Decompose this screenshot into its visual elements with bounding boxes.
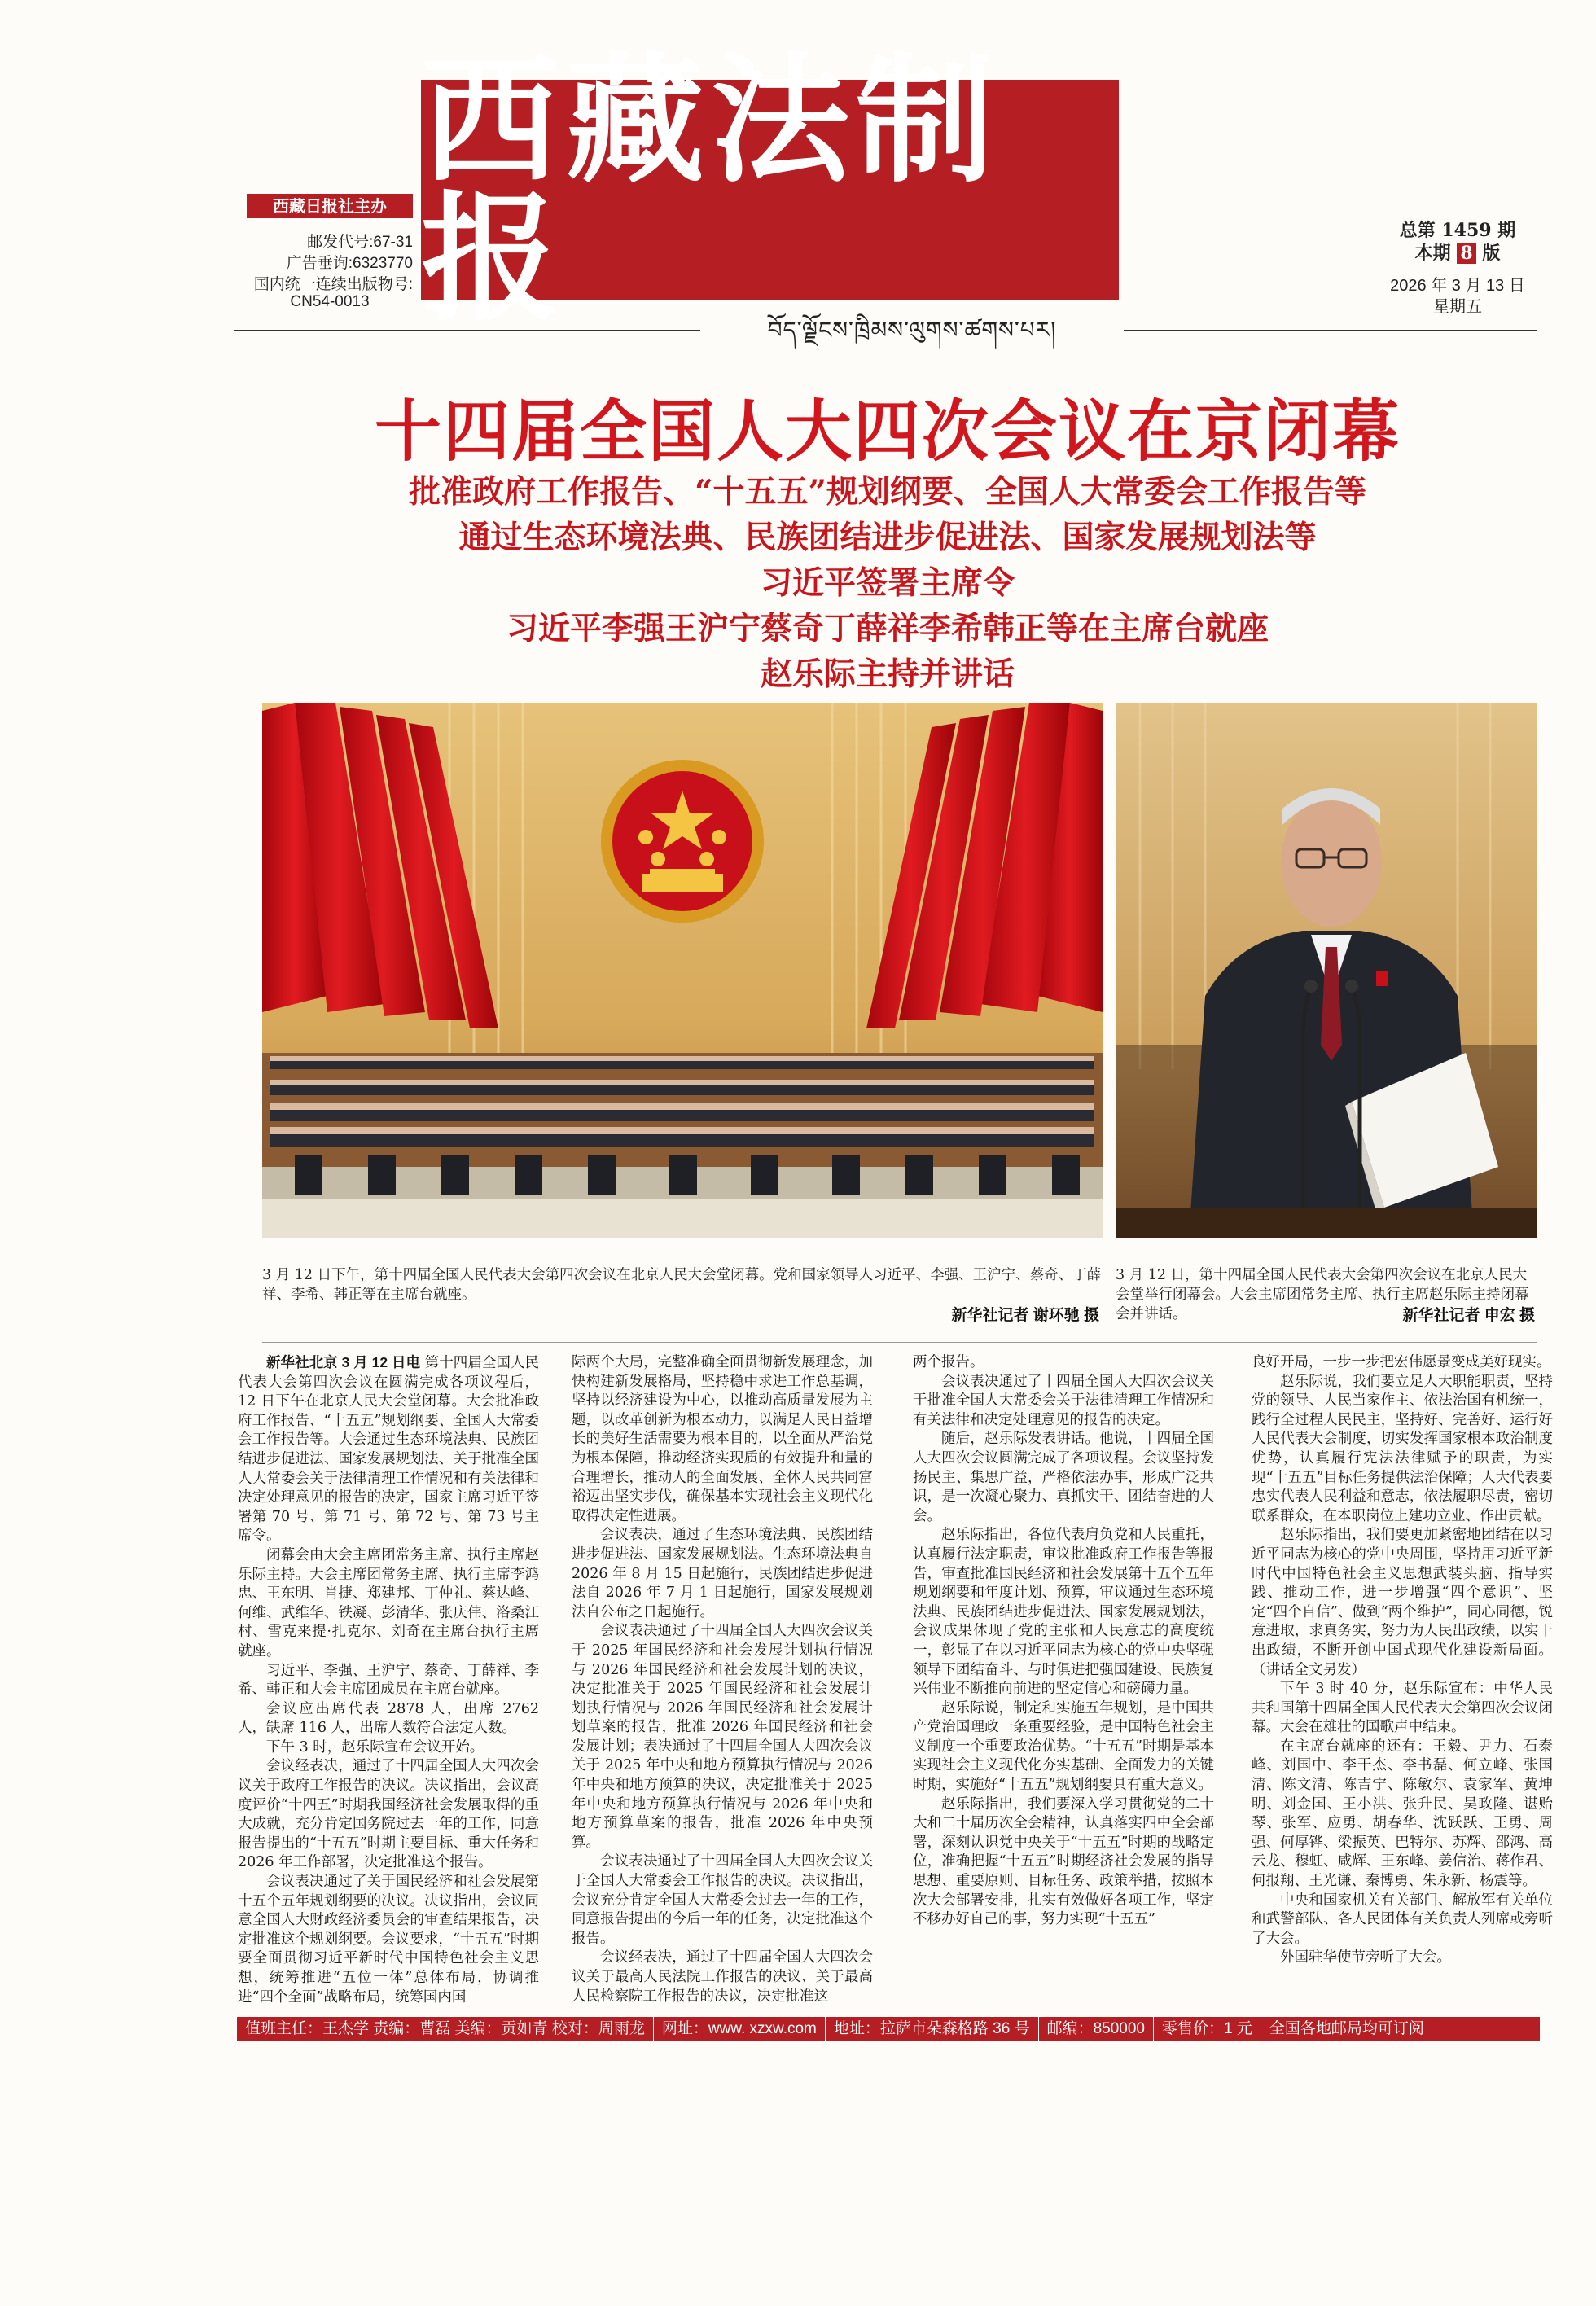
subhead-5: 赵乐际主持并讲话 <box>760 655 1015 693</box>
article-paragraph <box>913 1699 1214 1795</box>
article-rule <box>262 1342 1537 1343</box>
main-headline: 十四届全国人大四次会议在京闭幕 <box>374 393 1401 471</box>
paragraph-text: 会议经表决，通过了十四届全国人大四次会议关于最高人民法院工作报告的决议、关于最高人民检察院工作报告的决议，决定批准这 <box>572 1949 873 2005</box>
postal-code: 邮发代号:67-31 <box>307 234 413 251</box>
article-column-1 <box>238 1353 539 2306</box>
footer-subscribe: 全国各地邮局均可订阅 <box>1269 2020 1424 2037</box>
footer-editors: 值班主任：王杰学 责编：曹磊 美编：贡如青 校对：周雨龙 <box>237 2017 654 2041</box>
photo2-caption: 3 月 12 日，第十四届全国人民代表大会第四次会议在北京人民大会堂举行闭幕会。大会主席团常务主席、执行主席赵乐际主持闭幕会并讲话。 <box>1116 1267 1529 1322</box>
cn-number: CN54-0013 <box>290 293 370 310</box>
paragraph-text: 会议表决通过了关于国民经济和社会发展第十五个五年规划纲要的决议。决议指出，会议同意全国人大财政经济委员会的审查结果报告，决定批准这个规划纲要。会议要求，“十五五”时期要全面贯彻习近平新时代中国特色社会主义思想，统筹推进“五位一体”总体布局，协调推进“四个全面”战略布局，统筹国内国 <box>238 1874 539 2006</box>
article-paragraph <box>1252 1526 1553 1680</box>
photo2-credit: 新华社记者 申宏 摄 <box>1402 1307 1535 1324</box>
article-column-2 <box>572 1353 873 2306</box>
paragraph-text: 赵乐际说，我们要立足人大职能职责，坚持党的领导、人民当家作主、依法治国有机统一，践行全过程人民民主，坚持好、完善好、运行好人民代表大会制度，切实发挥国家根本政治制度优势，认真履行宪法法律赋予的职责，为实现“十五五”目标任务提供法治保障；人大代表要忠实代表人民利益和意志，依法履职尽责，密切联系群众，在本职岗位上建功立业、作出贡献。 <box>1252 1373 1553 1524</box>
subhead-1: 批准政府工作报告、“十五五”规划纲要、全国人大常委会工作报告等 <box>409 473 1366 511</box>
article-paragraph <box>238 1546 539 1662</box>
article-paragraph <box>1252 1353 1553 1373</box>
article-paragraph <box>913 1353 1214 1373</box>
cn-number-label: 国内统一连续出版物号: <box>253 276 413 293</box>
paragraph-text: 会议表决通过了十四届全国人大四次会议关于全国人大常委会工作报告的决议。决议指出，会议充分肯定全国人大常委会过去一年的工作，同意报告提出的今后一年的任务，决定批准这个报告。 <box>572 1853 873 1947</box>
article-paragraph <box>1252 1892 1553 1949</box>
paragraph-text: 赵乐际说，制定和实施五年规划，是中国共产党治国理政一条重要经验，是中国特色社会主义制度一个重要政治优势。“十五五”时期是基本实现社会主义现代化夯实基础、全面发力的关键时期，实施好“十五五”规划纲要具有重大意义。 <box>913 1699 1214 1794</box>
paragraph-text: 会议应出席代表 2878 人，出席 2762 人，缺席 116 人，出席人数符合法定人数。 <box>238 1700 539 1737</box>
article-paragraph <box>238 1353 539 1546</box>
photo-great-hall <box>262 703 1103 1238</box>
footer-price: 零售价：1 元 <box>1154 2017 1261 2041</box>
paragraph-text: 赵乐际指出，我们要深入学习贯彻党的二十大和二十届历次全会精神，认真落实四中全会部署，深刻认识党中央关于“十五五”时期的战略定位，准确把握“十五五”时期经济社会发展的指导思想、重要原则、目标任务、政策举措，按照本次大会部署安排，扎实有效做好各项工作，坚定不移办好自己的事，努力实现“十五五” <box>913 1795 1214 1928</box>
issue-weekday: 星期五 <box>1433 296 1482 316</box>
footer-postcode: 邮编：850000 <box>1039 2017 1154 2041</box>
article-paragraph <box>1252 1738 1553 1892</box>
paragraph-text: 会议表决通过了十四届全国人大四次会议关于 2025 年国民经济和社会发展计划执行情况与 2026 年国民经济和社会发展计划的决议，决定批准关于 2025 年国民经济和社会发展计划执行情况与 2026 年国民经济和社会发展计划草案的报告，批准 2026 年国民经济和社会发展计划；表决通过了十四届全国人大四次会议关于 2025 年中央和地方预算执行情况与 2026 年中央和地方预算的决议，决定批准关于 2025 年中央和地方预算执行情况与 2026 年中央和地方预算草案的报告，批准 2026 年中央预算。 <box>572 1623 873 1851</box>
page-count <box>1384 239 1531 265</box>
article-paragraph <box>1252 1949 1553 1968</box>
paragraph-text: 第十四届全国人民代表大会第四次会议在圆满完成各项议程后，12 日下午在北京人民大会堂闭幕。大会批准政府工作报告、“十五五”规划纲要、全国人大常委会工作报告等。大会通过生态环境法典、民族团结进步促进法、国家发展规划法、关于批准全国人大常委会关于法律清理工作情况和有关法律和决定处理意见的报告的决定，国家主席习近平签署第 70 号、第 71 号、第 72 号、第 73 号主席令。 <box>238 1355 539 1545</box>
paragraph-text: 下午 3 时 40 分，赵乐际宣布：中华人民共和国第十四届全国人民代表大会第四次会议闭幕。大会在雄壮的国歌声中结束。 <box>1252 1681 1553 1736</box>
issue-date: 2026 年 3 月 13 日 <box>1390 277 1525 295</box>
total-issue: 总第 1459 期 <box>1399 220 1516 241</box>
article-paragraph <box>238 1757 539 1873</box>
article-paragraph <box>238 1662 539 1700</box>
article-paragraph <box>913 1373 1214 1431</box>
article-paragraph <box>1252 1373 1553 1527</box>
footer-bar <box>237 2017 1540 2041</box>
paragraph-text: 际两个大局，完整准确全面贯彻新发展理念，加快构建新发展格局，坚持稳中求进工作总基调，坚持以经济建设为中心，以推动高质量发展为主题，以改革创新为根本动力，以满足人民日益增长的美好生活需要为根本目的，以全面从严治党为根本保障，推动经济实现质的有效提升和量的合理增长，推动人的全面发展、全体人民共同富裕迈出坚实步伐，确保基本实现社会主义现代化取得决定性进展。 <box>572 1354 873 1524</box>
tibetan-title: བོད་ལྗོངས་ཁྲིམས་ལུགས་ཚགས་པར། <box>700 313 1124 349</box>
page-count-suffix: 版 <box>1482 243 1501 264</box>
page-count-prefix: 本期 <box>1414 243 1451 264</box>
paragraph-text: 会议表决通过了十四届全国人大四次会议关于批准全国人大常委会关于法律清理工作情况和有关法律和决定处理意见的报告的决定。 <box>913 1373 1214 1428</box>
article-paragraph <box>238 1738 539 1758</box>
paragraph-text: 闭幕会由大会主席团常务主席、执行主席赵乐际主持。大会主席团常务主席、执行主席李鸿忠、王东明、肖捷、郑建邦、丁仲礼、蔡达峰、何维、武维华、铁凝、彭清华、张庆伟、洛桑江村、雪克来提·扎克尔、刘奇在主席台执行主席就座。 <box>238 1546 539 1659</box>
article-paragraph <box>913 1430 1214 1526</box>
article-column-3 <box>913 1353 1214 2306</box>
article-paragraph <box>572 1949 873 2006</box>
footer-website: 网址：www. xzxw.com <box>654 2017 826 2041</box>
paragraph-text: 外国驻华使节旁听了大会。 <box>1280 1949 1451 1966</box>
paragraph-text: 会议表决，通过了生态环境法典、民族团结进步促进法、国家发展规划法。生态环境法典自 2026 年 8 月 15 日起施行，民族团结进步促进法自 2026 年 7 月 1 日起施行，国家发展规划法自公布之日起施行。 <box>572 1527 873 1620</box>
article-paragraph <box>238 1700 539 1738</box>
paragraph-text: 随后，赵乐际发表讲话。他说，十四届全国人大四次会议圆满完成了各项议程。会议坚持发扬民主、集思广益，严格依法办事，形成广泛共识，是一次凝心聚力、真抓实干、团结奋进的大会。 <box>913 1431 1214 1524</box>
sponsor-badge: 西藏日报社主办 <box>247 194 413 218</box>
paragraph-text: 赵乐际指出，我们要更加紧密地团结在以习近平同志为核心的党中央周围，坚持用习近平新时代中国特色社会主义思想武装头脑、指导实践、推动工作，进一步增强“四个意识”、坚定“四个自信”、做到“两个维护”，同心同德，锐意进取，求真务实，努力为人民出政绩，以实干出政绩，不断开创中国式现代化建设新局面。（讲话全文另发） <box>1252 1527 1553 1678</box>
article-paragraph <box>572 1526 873 1622</box>
article-paragraph <box>572 1852 873 1949</box>
paragraph-text: 习近平、李强、王沪宁、蔡奇、丁薛祥、李希、韩正和大会主席团成员在主席台就座。 <box>238 1662 539 1699</box>
article-paragraph <box>238 1873 539 2007</box>
page-count-number: 8 <box>1457 243 1475 264</box>
article-paragraph <box>913 1795 1214 1930</box>
subhead-2: 通过生态环境法典、民族团结进步促进法、国家发展规划法等 <box>458 519 1317 556</box>
paragraph-text: 会议经表决，通过了十四届全国人大四次会议关于政府工作报告的决议。决议指出，会议高度评价“十四五”时期我国经济社会发展取得的重大成就，充分肯定国务院过去一年的工作，同意报告提出的“十五五”时期主要目标、重大任务和 2026 年工作部署，决定批准这个报告。 <box>238 1758 539 1871</box>
article-paragraph <box>1252 1680 1553 1738</box>
photo-speaker <box>1116 703 1537 1238</box>
article-paragraph <box>572 1622 873 1852</box>
dateline: 新华社北京 3 月 12 日电 <box>266 1354 421 1370</box>
paragraph-text: 下午 3 时，赵乐际宣布会议开始。 <box>266 1738 484 1756</box>
subhead-4: 习近平李强王沪宁蔡奇丁薛祥李希韩正等在主席台就座 <box>506 610 1269 647</box>
article-paragraph <box>913 1526 1214 1699</box>
subhead-3: 习近平签署主席令 <box>760 564 1015 602</box>
paragraph-text: 两个报告。 <box>913 1354 984 1370</box>
ad-hotline: 广告垂询:6323770 <box>286 255 413 272</box>
paragraph-text: 在主席台就座的还有：王毅、尹力、石泰峰、刘国中、李干杰、李书磊、何立峰、张国清、陈文清、陈吉宁、陈敏尔、袁家军、黄坤明、刘金国、王小洪、张升民、吴政隆、谌贻琴、张军、应勇、胡春华、沈跃跃、王勇、周强、何厚铧、梁振英、巴特尔、苏辉、邵鸿、高云龙、穆虹、咸辉、王东峰、姜信治、蒋作君、何报翔、王光谦、秦博勇、朱永新、杨震等。 <box>1252 1738 1553 1890</box>
article-paragraph <box>572 1353 873 1526</box>
photo1-credit: 新华社记者 谢环驰 摄 <box>951 1307 1099 1324</box>
photo1-caption: 3 月 12 日下午，第十四届全国人民代表大会第四次会议在北京人民大会堂闭幕。党和国家领导人习近平、李强、王沪宁、蔡奇、丁薛祥、李希、韩正等在主席台就座。 <box>262 1267 1102 1303</box>
paragraph-text: 赵乐际指出，各位代表肩负党和人民重托，认真履行法定职责，审议批准政府工作报告等报告，审查批准国民经济和社会发展第十五个五年规划纲要和年度计划、预算，审议通过生态环境法典、民族团结进步促进法、国家发展规划法，会议成果体现了党的主张和人民意志的高度统一，彰显了在以习近平同志为核心的党中央坚强领导下团结奋斗、与时俱进把强国建设、民族复兴伟业不断推向前进的坚定信心和磅礴力量。 <box>913 1527 1214 1698</box>
footer-address: 地址：拉萨市朵森格路 36 号 <box>826 2017 1039 2041</box>
paragraph-text: 中央和国家机关有关部门、解放军有关单位和武警部队、各人民团体有关负责人列席或旁听了大会。 <box>1252 1892 1553 1947</box>
masthead-title: 西藏法制报 <box>421 39 1002 340</box>
article-column-4 <box>1252 1353 1553 2306</box>
paragraph-text: 良好开局，一步一步把宏伟愿景变成美好现实。 <box>1252 1354 1551 1370</box>
